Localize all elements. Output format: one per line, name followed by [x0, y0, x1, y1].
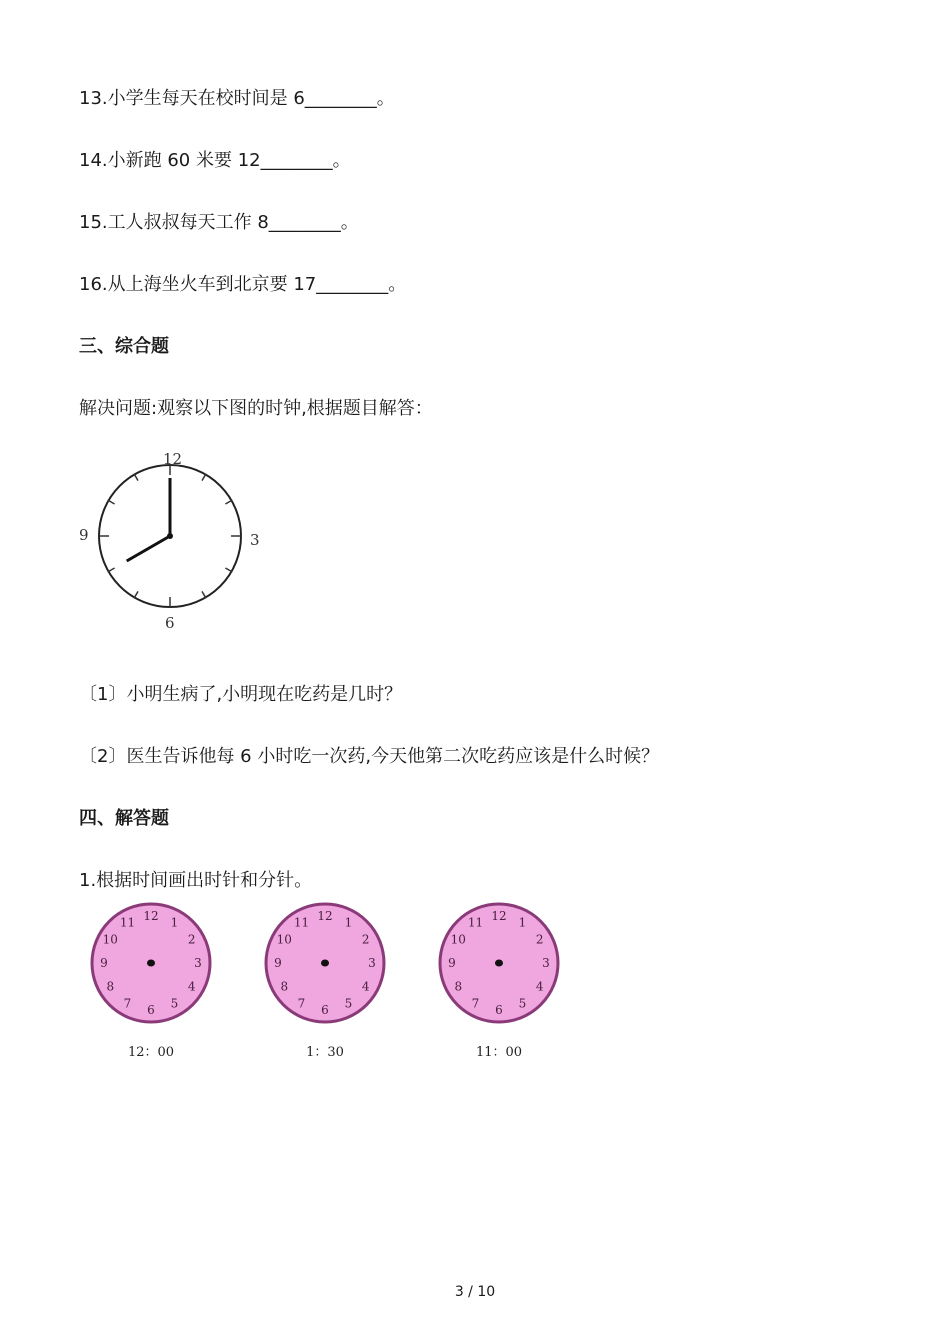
sub-question-2: 〔2〕医生告诉他每 6 小时吃一次药,今天他第二次吃药应该是什么时候？	[79, 746, 660, 767]
pink-clock-number: 4	[535, 979, 544, 994]
pink-clock-number: 5	[344, 996, 353, 1011]
pink-clock-number: 2	[187, 932, 196, 947]
section-3-intro: 解决问题:观察以下图的时钟,根据题目解答：	[79, 398, 433, 419]
pink-clock-center	[147, 960, 155, 967]
clock-number-12: 12	[163, 450, 183, 468]
pink-clock-center	[495, 960, 503, 967]
pink-clock-number: 5	[170, 996, 179, 1011]
pink-clock-number: 8	[454, 979, 463, 994]
clock-number-3: 3	[250, 531, 260, 549]
pink-clock-number: 8	[106, 979, 115, 994]
pink-clock-number: 4	[361, 979, 370, 994]
pink-clock-number: 3	[368, 956, 376, 970]
pink-clock-number: 2	[535, 932, 544, 947]
pink-clock-number: 1	[518, 915, 527, 930]
pink-clock-number: 9	[274, 956, 282, 970]
pink-clock-number: 11	[467, 915, 484, 930]
pink-clock-number: 2	[361, 932, 370, 947]
clock-number-6: 6	[165, 614, 175, 632]
pink-clock-number: 10	[450, 932, 466, 947]
clock-hour-hand	[127, 536, 170, 561]
pink-clock-number: 11	[119, 915, 136, 930]
pink-clock-3	[436, 900, 562, 1026]
clock-center	[167, 533, 173, 539]
clock-number-9: 9	[79, 526, 89, 544]
pink-clock-number: 6	[495, 1003, 503, 1017]
pink-clock-number: 9	[100, 956, 108, 970]
pink-clock-1	[88, 900, 214, 1026]
pink-clock-number: 1	[170, 915, 179, 930]
sub-question-1: 〔1〕小明生病了,小明现在吃药是几时？	[79, 684, 403, 705]
pink-clock-time-label: 12：00	[127, 1045, 175, 1060]
pink-clock-number: 12	[143, 909, 159, 923]
pink-clock-number: 12	[317, 909, 333, 923]
pink-clock-number: 6	[147, 1003, 155, 1017]
pink-clock-time-label: 11：00	[475, 1045, 523, 1060]
section-4-heading: 四、解答题	[79, 808, 169, 829]
pink-clock-number: 7	[123, 996, 132, 1011]
clock-figure	[74, 448, 274, 638]
pink-clock-2	[262, 900, 388, 1026]
section-3-heading: 三、综合题	[79, 336, 169, 357]
pink-clock-number: 10	[102, 932, 118, 947]
pink-clock-number: 8	[280, 979, 289, 994]
pink-clock-number: 3	[542, 956, 550, 970]
pink-clock-number: 6	[321, 1003, 329, 1017]
pink-clock-number: 1	[344, 915, 353, 930]
pink-clock-number: 11	[293, 915, 310, 930]
question-14: 14.小新跑 60 米要 12________。	[79, 150, 351, 171]
pink-clock-number: 10	[276, 932, 292, 947]
section-4-question-1: 1.根据时间画出时针和分针。	[79, 870, 313, 891]
pink-clock-number: 5	[518, 996, 527, 1011]
question-13: 13.小学生每天在校时间是 6________。	[79, 88, 395, 109]
pink-clock-number: 7	[297, 996, 306, 1011]
pink-clock-number: 12	[491, 909, 507, 923]
page-number: 3 / 10	[454, 1284, 496, 1300]
question-16: 16.从上海坐火车到北京要 17________。	[79, 274, 407, 295]
pink-clock-time-label: 1：30	[306, 1045, 344, 1060]
question-15: 15.工人叔叔每天工作 8________。	[79, 212, 359, 233]
pink-clock-center	[321, 960, 329, 967]
pink-clock-number: 4	[187, 979, 196, 994]
pink-clock-number: 7	[471, 996, 480, 1011]
pink-clock-number: 9	[448, 956, 456, 970]
pink-clock-number: 3	[194, 956, 202, 970]
